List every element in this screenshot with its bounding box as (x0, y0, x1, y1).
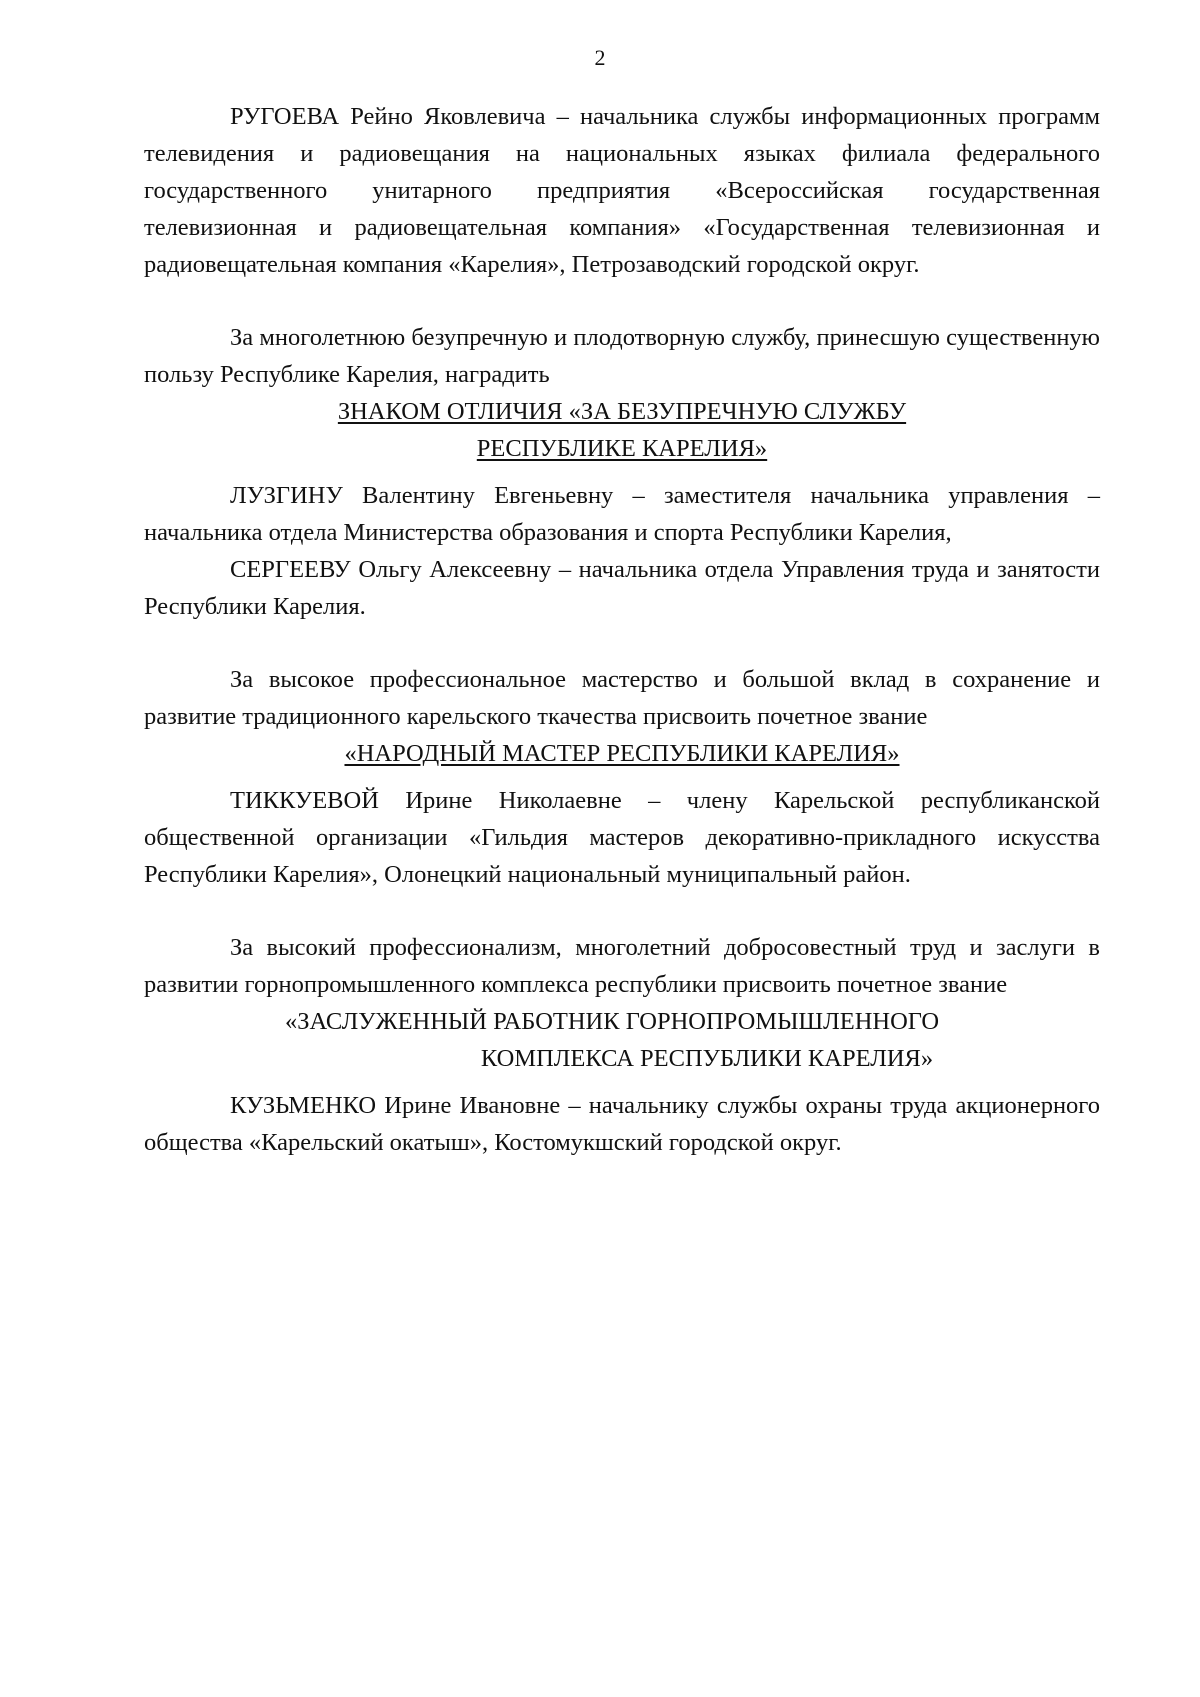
recipient-rugoev: РУГОЕВА Рейно Яковлевича – начальника службы информационных программ телевидения и радиовещания на национальных языках филиала федерального государственного унитарного предприятия «Всероссийская государственная телевизионная и радиовещательная компания» «Государственная телевизионная и радиовещательная компания «Карелия», Петрозаводский городской округ. (144, 103, 1100, 278)
award-3-intro: За высокий профессионализм, многолетний добросовестный труд и заслуги в развитии горнопромышленного комплекса республики присвоить почетное звание (144, 934, 1100, 998)
document-body (144, 98, 1100, 1161)
award-2-intro: За высокое профессиональное мастерство и большой вклад в сохранение и развитие традиционного карельского ткачества присвоить почетное звание (144, 666, 1100, 730)
recipient-sergeeva: СЕРГЕЕВУ Ольгу Алексеевну – начальника отдела Управления труда и занятости Республики Карелия. (144, 556, 1100, 620)
award-3-title-line-1: «ЗАСЛУЖЕННЫЙ РАБОТНИК ГОРНОПРОМЫШЛЕННОГО (284, 1008, 940, 1035)
recipient-tikkueva: ТИККУЕВОЙ Ирине Николаевне – члену Карельской республиканской общественной организации «Гильдия мастеров декоративно-прикладного искусства Республики Карелия», Олонецкий национальный муниципальный район. (144, 787, 1100, 888)
page-number: 2 (594, 45, 606, 70)
award-2-title: «НАРОДНЫЙ МАСТЕР РЕСПУБЛИКИ КАРЕЛИЯ» (344, 740, 900, 767)
award-1-intro: За многолетнюю безупречную и плодотворную службу, принесшую существенную пользу Республике Карелия, наградить (144, 324, 1100, 388)
award-1-title-line-1: ЗНАКОМ ОТЛИЧИЯ «ЗА БЕЗУПРЕЧНУЮ СЛУЖБУ (337, 398, 907, 425)
award-3-title-line-2: КОМПЛЕКСА РЕСПУБЛИКИ КАРЕЛИЯ» (480, 1045, 934, 1072)
recipient-luzgina: ЛУЗГИНУ Валентину Евгеньевну – заместителя начальника управления – начальника отдела Министерства образования и спорта Республики Карелия, (144, 482, 1100, 546)
recipient-kuzmenko: КУЗЬМЕНКО Ирине Ивановне – начальнику службы охраны труда акционерного общества «Карельский окатыш», Костомукшский городской округ. (144, 1092, 1100, 1156)
award-1-title-line-2: РЕСПУБЛИКЕ КАРЕЛИЯ» (476, 435, 768, 462)
